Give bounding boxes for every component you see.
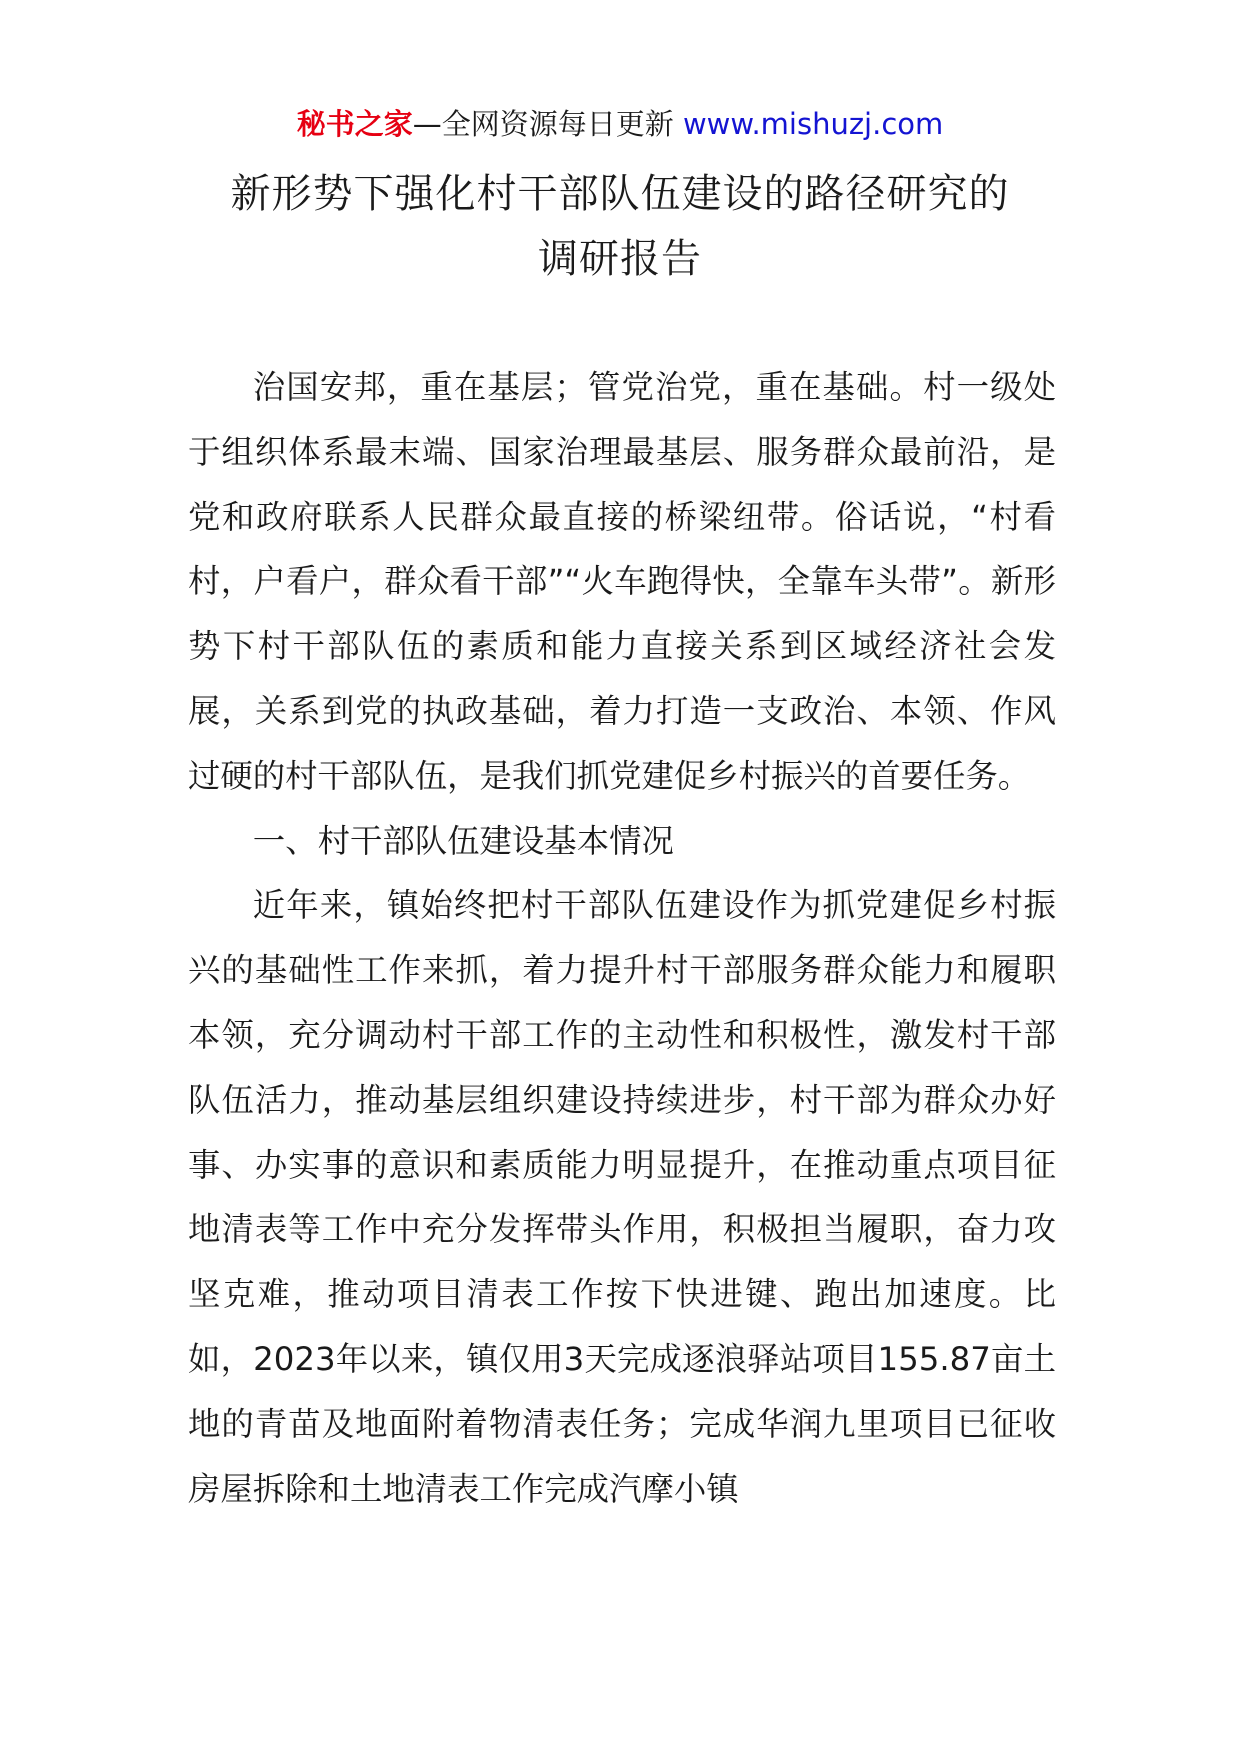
paragraph-section-1: 近年来，镇始终把村干部队伍建设作为抓党建促乡村振兴的基础性工作来抓，着力提升村干部服务群众能力和履职本领，充分调动村干部工作的主动性和积极性，激发村干部队伍活力，推动基层组织建设持续进步，村干部为群众办好事、办实事的意识和素质能力明显提升，在推动重点项目征地清表等工作中充分发挥带头作用，积极担当履职，奋力攻坚克难，推动项目清表工作按下快进键、跑出加速度。比如，2023年以来，镇仅用3天完成逐浪驿站项目155.87亩土地的青苗及地面附着物清表任务；完成华润九里项目已征收房屋拆除和土地清表工作完成汽摩小镇 [188, 886, 1056, 1508]
paragraph-intro: 治国安邦，重在基层；管党治党，重在基础。村一级处于组织体系最末端、国家治理最基层、服务群众最前沿，是党和政府联系人民群众最直接的桥梁纽带。俗话说，“村看村，户看户，群众看干部”“火车跑得快，全靠车头带”。新形势下村干部队伍的素质和能力直接关系到区域经济社会发展，关系到党的执政基础，着力打造一支政治、本领、作风过硬的村干部队伍，是我们抓党建促乡村振兴的首要任务。 [188, 368, 1056, 795]
section-heading: 一、村干部队伍建设基本情况 [252, 821, 674, 860]
title-line-1: 新形势下强化村干部队伍建设的路径研究的 [230, 171, 1010, 217]
document-title [0, 162, 1240, 292]
header-tagline: —全网资源每日更新 [412, 107, 674, 141]
site-url-link[interactable]: www.mishuzj.com [682, 107, 944, 141]
title-line-2: 调研报告 [538, 236, 702, 282]
document-body [188, 355, 1056, 1521]
site-header [0, 104, 1240, 144]
brand-name: 秘书之家 [296, 107, 413, 141]
